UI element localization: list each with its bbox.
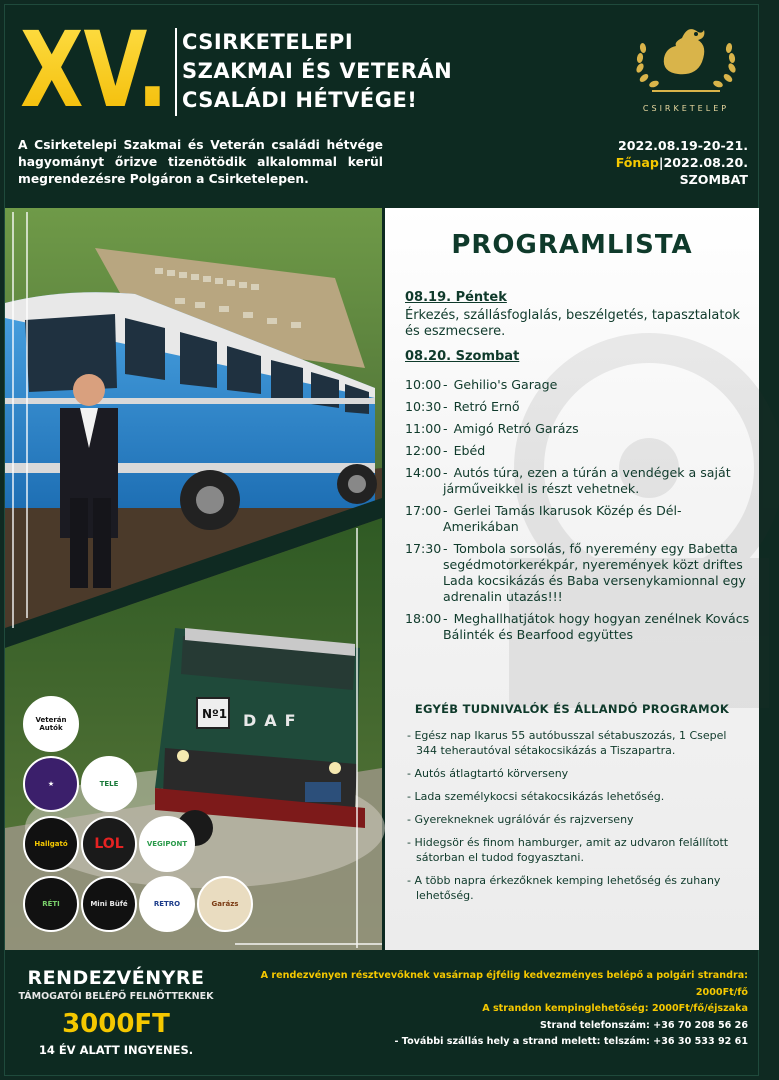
event-dates — [616, 137, 748, 188]
sponsor-badge-1: Veterán Autók — [23, 696, 79, 752]
sponsor-badge-hallgato: Hallgató — [23, 816, 79, 872]
main-day-line: Főnap|2022.08.20. — [615, 155, 748, 170]
schedule-row: 14:00 - Autós túra, ezen a túrán a vendégek a saját járműveikkel is részt vehetnek. — [405, 465, 731, 496]
program-title: PROGRAMLISTA — [451, 230, 693, 260]
chicken-laurel-icon — [624, 20, 748, 98]
strand-phone-line: Strand telefonszám: +36 70 208 56 26 — [540, 1019, 748, 1031]
date-range: 2022.08.19-20-21. — [618, 138, 748, 153]
schedule-text: Meghallhatjátok hogy hogyan zenélnek Kovács Bálinték és Bearfood együttes — [443, 611, 750, 642]
schedule-time: 12:00 — [405, 443, 442, 458]
title-divider — [175, 28, 177, 116]
list-item: - Autós átlagtartó körverseny — [407, 767, 569, 780]
schedule-text: Ebéd — [453, 443, 486, 458]
schedule-text: Tombola sorsolás, fő nyeremény egy Babetta segédmotorkerékpár, nyeremények közt driftes Lada kocsikázás és Baba versenykamionnal egy adrenalin utazás!!! — [443, 541, 746, 604]
list-item: - A több napra érkezőknek kemping lehetőség és zuhany lehetőség. — [407, 874, 721, 902]
event-title-line-2: SZAKMAI ÉS VETERÁN — [182, 59, 453, 83]
schedule-text: Gerlei Tamás Ikarusok Közép és Dél-Amerikában — [443, 503, 682, 534]
other-info-title: EGYÉB TUDNIVALÓK ÉS ÁLLANDÓ PROGRAMOK — [414, 702, 730, 716]
schedule-list — [405, 377, 750, 649]
event-title-line-3: CSALÁDI HÉTVÉGE! — [182, 88, 418, 112]
fonap-label: Főnap — [615, 155, 659, 170]
schedule-row: 10:00 - Gehilio's Garage — [405, 377, 558, 392]
day-1-label: 08.19. Péntek — [405, 290, 507, 305]
sponsor-badge-reti: RÉTI — [23, 876, 79, 932]
sponsor-badge-minibufe: Mini Büfé — [81, 876, 137, 932]
schedule-time: 17:30 — [405, 541, 442, 556]
day-1-text: Érkezés, szállásfoglalás, beszélgetés, tapasztalatok és eszmecsere. — [405, 308, 740, 339]
event-title-line-1: CSIRKETELEPI — [182, 30, 354, 54]
event-title — [182, 28, 452, 115]
roman-numeral-xv — [20, 9, 170, 131]
schedule-row: 10:30 - Retró Ernő — [405, 399, 520, 414]
csirketelep-logo — [624, 20, 748, 112]
schedule-row: 12:00 - Ebéd — [405, 443, 486, 458]
intro-text: A Csirketelepi Szakmai és Veterán családi hétvége hagyományt őrizve tizenötödik alkalommal kerül megrendezésre Polgáron a Csirketelepen. — [18, 138, 383, 186]
list-item: - Hidegsör és finom hamburger, amit az udvaron felállított sátorban el tudod fogyasztani. — [407, 836, 729, 864]
program-panel — [385, 208, 759, 950]
ticket-price: 3000FT — [62, 1009, 170, 1039]
schedule-row: 18:00 - Meghallhatjátok hogy hogyan zenélnek Kovács Bálinték és Bearfood együttes — [405, 611, 750, 642]
schedule-text: Autós túra, ezen a túrán a vendégek a saját járműveikkel is részt vehetnek. — [443, 465, 731, 496]
list-item: - Lada személykocsi sétakocsikázás lehetőség. — [407, 790, 665, 803]
strand-discount-line: A rendezvényen résztvevőknek vasárnap éjfélig kedvezményes belépő a polgári strandra: 2000Ft/fő — [260, 970, 748, 998]
logo-brand-text: CSIRKETELEP — [642, 104, 730, 113]
sponsor-badge-lol: LOL — [81, 816, 137, 872]
sponsor-badge-2: ★ — [23, 756, 79, 812]
list-item: - Egész nap Ikarus 55 autóbusszal sétabuszozás, 1 Csepel 344 teherautóval sétakocsikázás a Tiszapartra. — [407, 729, 727, 757]
ticket-info — [18, 966, 214, 1058]
ticket-free-note: 14 ÉV ALATT INGYENES. — [38, 1043, 194, 1057]
schedule-time: 10:30 — [405, 399, 442, 414]
schedule-row: 11:00 - Amigó Retró Garázs — [405, 421, 579, 436]
sponsor-badge-garazs: Garázs — [197, 876, 253, 932]
list-item: - Gyerekneknek ugrálóvár és rajzverseny — [407, 813, 634, 826]
truck-brand: DAF — [243, 711, 304, 730]
schedule-time: 10:00 — [405, 377, 442, 392]
weekday: SZOMBAT — [679, 172, 748, 187]
schedule-time: 18:00 — [405, 611, 442, 626]
schedule-time: 14:00 — [405, 465, 442, 480]
strand-info — [228, 968, 748, 1051]
other-info-list — [407, 728, 747, 911]
main-date: 2022.08.20. — [663, 155, 748, 170]
extra-accommodation-line: - További szállás hely a strand melett: telszám: +36 30 533 92 61 — [394, 1036, 748, 1047]
schedule-text: Gehilio's Garage — [453, 377, 558, 392]
sponsor-badge-retro: RETRO — [139, 876, 195, 932]
strand-camping-line: A strandon kempinglehetőség: 2000Ft/fő/éjszaka — [482, 1003, 748, 1014]
schedule-text: Amigó Retró Garázs — [453, 421, 579, 436]
schedule-time: 17:00 — [405, 503, 442, 518]
svg-text:XV.: XV. — [20, 9, 168, 131]
truck-number-plate: Nº1 — [202, 707, 228, 721]
schedule-row: 17:30 - Tombola sorsolás, fő nyeremény egy Babetta segédmotorkerékpár, nyeremények közt driftes Lada kocsikázás és Baba versenykamionnal egy adrenalin utazás!!! — [405, 541, 746, 604]
sponsor-badge-tele: TELE — [81, 756, 137, 812]
ticket-headline: RENDEZVÉNYRE — [27, 967, 205, 989]
schedule-time: 11:00 — [405, 421, 442, 436]
photo-collage — [5, 208, 382, 950]
schedule-row: 17:00 - Gerlei Tamás Ikarusok Közép és Dél-Amerikában — [405, 503, 682, 534]
schedule-text: Retró Ernő — [453, 399, 520, 414]
day-2-label: 08.20. Szombat — [405, 349, 520, 364]
sponsor-badge-vegipont: VEGIPONT — [139, 816, 195, 872]
ticket-subline: TÁMOGATÓI BELÉPŐ FELNŐTTEKNEK — [18, 991, 214, 1002]
